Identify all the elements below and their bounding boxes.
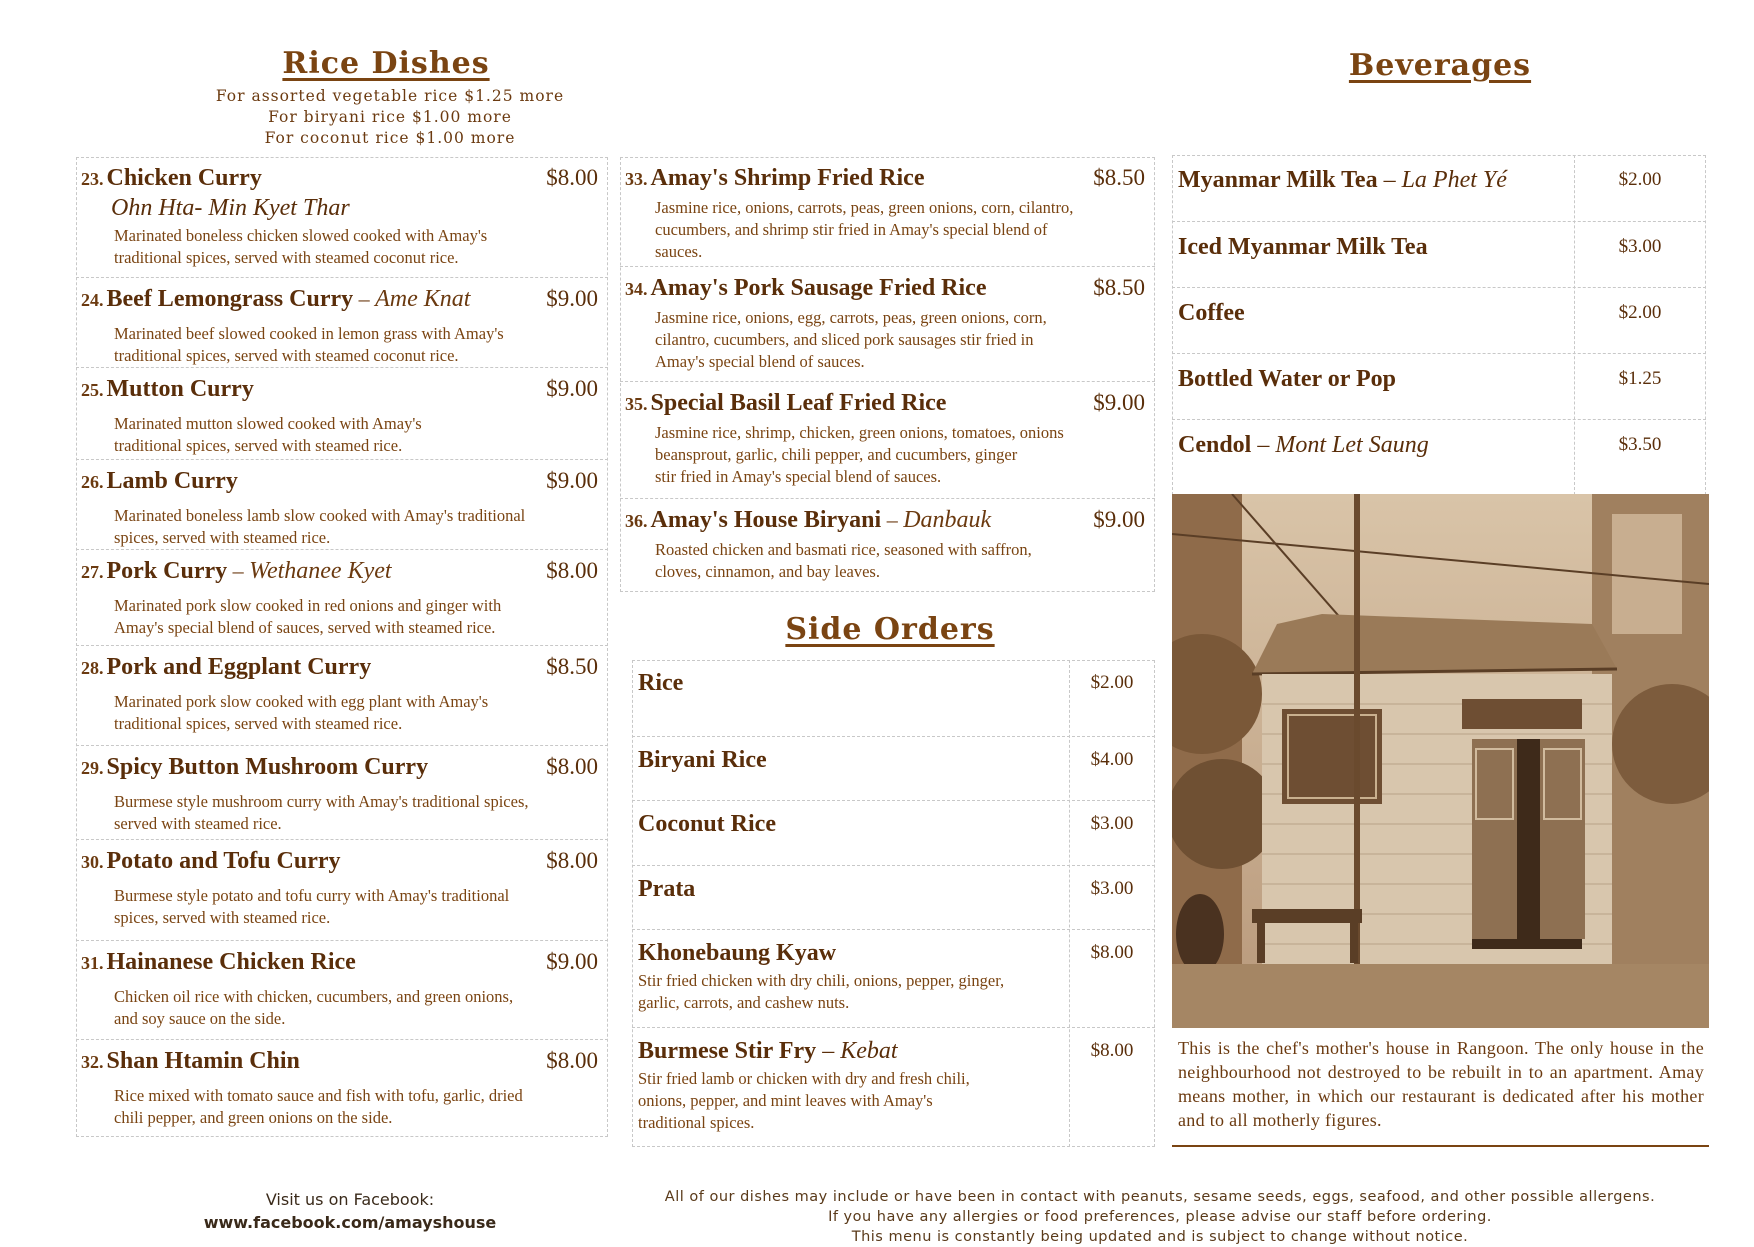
dish-price: $9.00 (1093, 507, 1145, 532)
dish-number: 35. (625, 394, 648, 414)
description-line: Stir fried chicken with dry chili, onions, pepper, ginger, (638, 971, 1005, 990)
description-line: and soy sauce on the side. (114, 1009, 286, 1028)
dish-number: 27. (81, 562, 104, 582)
side-price: $8.00 (1090, 1040, 1134, 1061)
description-line: traditional spices. (638, 1113, 755, 1132)
description-line: spices, served with steamed rice. (114, 908, 331, 927)
description-line: beansprout, garlic, chili pepper, and cucumbers, ginger (655, 445, 1018, 464)
dish-burmese-name: Danbauk (903, 507, 992, 533)
description-line: stir fried in Amay's special blend of sauces. (655, 467, 942, 486)
description-line: traditional spices, served with steamed coconut rice. (114, 346, 459, 365)
dish-description (655, 307, 1145, 373)
description-line: Jasmine rice, onions, egg, carrots, peas, green onions, corn, (655, 308, 1047, 327)
dish-number: 28. (81, 658, 104, 678)
photo-underline (1172, 1145, 1709, 1147)
beverage-item (1172, 221, 1706, 287)
dish-name: Potato and Tofu Curry (106, 848, 341, 874)
rice-dish-item (76, 940, 608, 1039)
dish-number: 32. (81, 1052, 104, 1072)
dish-price: $8.00 (546, 848, 598, 873)
description-line: Amay's special blend of sauces, served with steamed rice. (114, 618, 496, 637)
description-line: traditional spices, served with steamed rice. (114, 714, 403, 733)
description-line: cucumbers, and shrimp stir fried in Amay's special blend of (655, 220, 1048, 239)
beverage-burmese-name: La Phet Yé (1401, 167, 1507, 193)
rice-note: For assorted vegetable rice $1.25 more (215, 87, 565, 105)
beverage-name-text: Iced Myanmar Milk Tea (1178, 234, 1428, 260)
description-line: Marinated pork slow cooked in red onions and ginger with (114, 596, 502, 615)
dish-separator: – (353, 286, 376, 311)
description-line: Chicken oil rice with chicken, cucumbers, and green onions, (114, 987, 514, 1006)
beverage-price: $3.50 (1618, 434, 1662, 455)
dish-description (114, 505, 594, 549)
side-name-text: Khonebaung Kyaw (638, 940, 837, 966)
rice-dish-item (76, 549, 608, 645)
beverage-item (1172, 353, 1706, 419)
dish-header (81, 1048, 598, 1078)
side-separator: – (816, 1038, 841, 1064)
description-line: Stir fried lamb or chicken with dry and fresh chili, (638, 1069, 970, 1088)
fried-rice-item (620, 266, 1155, 381)
beverage-name-text: Bottled Water or Pop (1178, 366, 1396, 392)
beverage-name-text: Myanmar Milk Tea (1178, 167, 1378, 193)
beverage-name (1178, 234, 1428, 261)
dish-price: $8.50 (546, 654, 598, 679)
dish-header (81, 949, 598, 979)
description-line: Burmese style potato and tofu curry with Amay's traditional (114, 886, 510, 905)
side-name (638, 876, 695, 903)
beverage-name (1178, 432, 1429, 459)
dish-price: $8.00 (546, 754, 598, 779)
dish-description (114, 225, 594, 269)
dish-number: 26. (81, 472, 104, 492)
dish-description (114, 1085, 594, 1129)
description-line: Burmese style mushroom curry with Amay's traditional spices, (114, 792, 529, 811)
allergy-line: If you have any allergies or food preferences, please advise our staff before ordering. (828, 1209, 1492, 1225)
beverage-price: $3.00 (1618, 236, 1662, 257)
dish-name: Lamb Curry (106, 468, 238, 494)
side-price: $8.00 (1090, 942, 1134, 963)
beverage-price: $2.00 (1618, 169, 1662, 190)
allergy-line: All of our dishes may include or have been in contact with peanuts, sesame seeds, eggs, seafood, and other possible allergens. (664, 1189, 1656, 1205)
beverage-separator: – (1377, 167, 1402, 193)
dish-header (625, 275, 1145, 305)
dish-name: Amay's Pork Sausage Fried Rice (650, 275, 987, 301)
side-price: $4.00 (1090, 749, 1134, 770)
description-line: spices, served with steamed rice. (114, 528, 331, 547)
side-name-text: Coconut Rice (638, 811, 776, 837)
description-line: onions, pepper, and mint leaves with Amay's (638, 1091, 933, 1110)
dish-header (81, 376, 598, 406)
side-name (638, 747, 767, 774)
dish-name: Beef Lemongrass Curry (106, 286, 354, 312)
dish-number: 29. (81, 758, 104, 778)
description-line: Marinated pork slow cooked with egg plant with Amay's (114, 692, 489, 711)
dish-price: $8.00 (546, 165, 598, 190)
rice-note: For biryani rice $1.00 more (268, 108, 512, 126)
dish-price: $8.00 (546, 1048, 598, 1073)
beverage-item (1172, 419, 1706, 485)
dish-name: Hainanese Chicken Rice (106, 949, 356, 975)
side-order-item (632, 660, 1155, 736)
side-name-text: Burmese Stir Fry (638, 1038, 817, 1064)
side-order-item (632, 736, 1155, 800)
rice-dish-item (76, 157, 608, 277)
dish-price: $9.00 (546, 376, 598, 401)
dish-number: 24. (81, 290, 104, 310)
dish-number: 36. (625, 511, 648, 531)
house-photo (1172, 494, 1709, 1028)
side-order-item (632, 929, 1155, 1027)
side-name (638, 811, 776, 838)
description-line: Marinated mutton slowed cooked with Amay's (114, 414, 422, 433)
rice-dish-item (76, 839, 608, 940)
dish-price: $8.50 (1093, 165, 1145, 190)
dish-burmese-name: Ohn Hta- Min Kyet Thar (111, 195, 350, 221)
dish-price: $8.00 (546, 558, 598, 583)
dish-description (114, 791, 594, 835)
beverage-name-text: Cendol (1178, 432, 1252, 458)
dish-description (114, 323, 594, 367)
dish-header (625, 507, 1145, 537)
dish-price: $9.00 (546, 286, 598, 311)
dish-name: Amay's Shrimp Fried Rice (650, 165, 925, 191)
rice-dish-item (76, 745, 608, 839)
dish-number: 23. (81, 169, 104, 189)
description-line: sauces. (655, 242, 703, 261)
side-order-item (632, 1027, 1155, 1147)
side-order-item (632, 865, 1155, 929)
dish-number: 25. (81, 380, 104, 400)
beverage-burmese-name: Mont Let Saung (1275, 432, 1429, 458)
dish-number: 30. (81, 852, 104, 872)
side-price: $3.00 (1090, 878, 1134, 899)
description-line: garlic, carrots, and cashew nuts. (638, 993, 850, 1012)
description-line: Marinated boneless lamb slow cooked with Amay's traditional (114, 506, 526, 525)
dish-description (114, 885, 594, 929)
description-line: Marinated beef slowed cooked in lemon grass with Amay's (114, 324, 504, 343)
rice-dish-item (76, 277, 608, 367)
dish-description (114, 413, 594, 457)
fried-rice-item (620, 157, 1155, 266)
dish-header (81, 754, 598, 784)
description-line: served with steamed rice. (114, 814, 282, 833)
description-line: Jasmine rice, onions, carrots, peas, green onions, corn, cilantro, (655, 198, 1074, 217)
dish-price: $9.00 (546, 949, 598, 974)
fried-rice-item (620, 381, 1155, 498)
dish-name: Pork and Eggplant Curry (106, 654, 372, 680)
side-name (638, 940, 836, 967)
side-price: $3.00 (1090, 813, 1134, 834)
dish-number: 34. (625, 279, 648, 299)
beverage-item (1172, 287, 1706, 353)
dish-header (625, 390, 1145, 420)
side-name (638, 1038, 898, 1065)
allergy-notice (630, 1187, 1690, 1247)
side-orders-title: Side Orders (785, 612, 995, 647)
photo-caption: This is the chef's mother's house in Rangoon. The only house in the neighbourhood not destroyed to be rebuilt in to an apartment. Amay means mother, in which our restaurant is dedicated after his mother and to all motherly figures. (1178, 1038, 1704, 1130)
dish-price: $9.00 (546, 468, 598, 493)
side-order-item (632, 800, 1155, 865)
dish-header (81, 286, 598, 316)
dish-header (81, 654, 598, 684)
side-burmese-name: Kebat (840, 1038, 898, 1064)
facebook-label: Visit us on Facebook: (265, 1190, 435, 1209)
dish-description (655, 539, 1145, 583)
dish-separator: – (881, 507, 904, 532)
description-line: Amay's special blend of sauces. (655, 352, 865, 371)
beverage-name (1178, 300, 1245, 327)
fried-rice-item (620, 498, 1155, 592)
description-line: chili pepper, and green onions on the side. (114, 1108, 393, 1127)
description-line: Roasted chicken and basmati rice, seasoned with saffron, (655, 540, 1032, 559)
side-price: $2.00 (1090, 672, 1134, 693)
side-description (638, 1068, 1058, 1134)
rice-note: For coconut rice $1.00 more (264, 129, 516, 147)
beverage-price: $2.00 (1618, 302, 1662, 323)
side-name (638, 670, 683, 697)
rice-dish-item (76, 645, 608, 745)
dish-separator: – (227, 558, 250, 583)
beverages-title: Beverages (1348, 48, 1532, 83)
house-photo-image (1172, 494, 1709, 1028)
description-line: Marinated boneless chicken slowed cooked with Amay's (114, 226, 488, 245)
description-line: traditional spices, served with steamed rice. (114, 436, 403, 455)
beverage-price: $1.25 (1618, 368, 1662, 389)
rice-dish-item (76, 459, 608, 549)
dish-name: Special Basil Leaf Fried Rice (650, 390, 947, 416)
dish-burmese-name: Wethanee Kyet (249, 558, 392, 584)
rice-notes (120, 86, 660, 149)
dish-description (114, 986, 594, 1030)
dish-burmese-name: Ame Knat (375, 286, 471, 312)
dish-number: 33. (625, 169, 648, 189)
dish-name: Mutton Curry (106, 376, 254, 402)
beverage-item (1172, 155, 1706, 221)
side-name-text: Rice (638, 670, 684, 696)
description-line: Rice mixed with tomato sauce and fish with tofu, garlic, dried (114, 1086, 523, 1105)
dish-description (655, 422, 1145, 488)
dish-header (81, 558, 598, 588)
dish-description (114, 691, 594, 735)
beverage-separator: – (1251, 432, 1276, 458)
facebook-link[interactable]: www.facebook.com/amayshouse (203, 1213, 497, 1232)
rice-dish-item (76, 1039, 608, 1137)
description-line: cilantro, cucumbers, and sliced pork sausages stir fried in (655, 330, 1034, 349)
beverage-name (1178, 366, 1396, 393)
beverage-name (1178, 167, 1507, 194)
dish-name: Amay's House Biryani (650, 507, 882, 533)
description-line: traditional spices, served with steamed coconut rice. (114, 248, 459, 267)
allergy-line: This menu is constantly being updated and is subject to change without notice. (851, 1229, 1469, 1245)
rice-dish-item (76, 367, 608, 459)
side-description (638, 970, 1058, 1014)
side-name-text: Biryani Rice (638, 747, 767, 773)
dish-number: 31. (81, 953, 104, 973)
dish-description (114, 595, 594, 639)
dish-header (81, 468, 598, 498)
dish-name: Spicy Button Mushroom Curry (106, 754, 429, 780)
rice-dishes-title: Rice Dishes (282, 46, 490, 81)
dish-price: $8.50 (1093, 275, 1145, 300)
dish-header (81, 848, 598, 878)
dish-header (625, 165, 1145, 195)
dish-name: Pork Curry (106, 558, 228, 584)
beverage-name-text: Coffee (1178, 300, 1245, 326)
dish-name: Chicken Curry (106, 165, 262, 191)
description-line: cloves, cinnamon, and bay leaves. (655, 562, 880, 581)
description-line: Jasmine rice, shrimp, chicken, green onions, tomatoes, onions (655, 423, 1064, 442)
side-name-text: Prata (638, 876, 696, 902)
dish-header (81, 165, 598, 195)
dish-price: $9.00 (1093, 390, 1145, 415)
dish-description (655, 197, 1145, 263)
facebook-block (150, 1188, 550, 1234)
dish-name: Shan Htamin Chin (106, 1048, 300, 1074)
